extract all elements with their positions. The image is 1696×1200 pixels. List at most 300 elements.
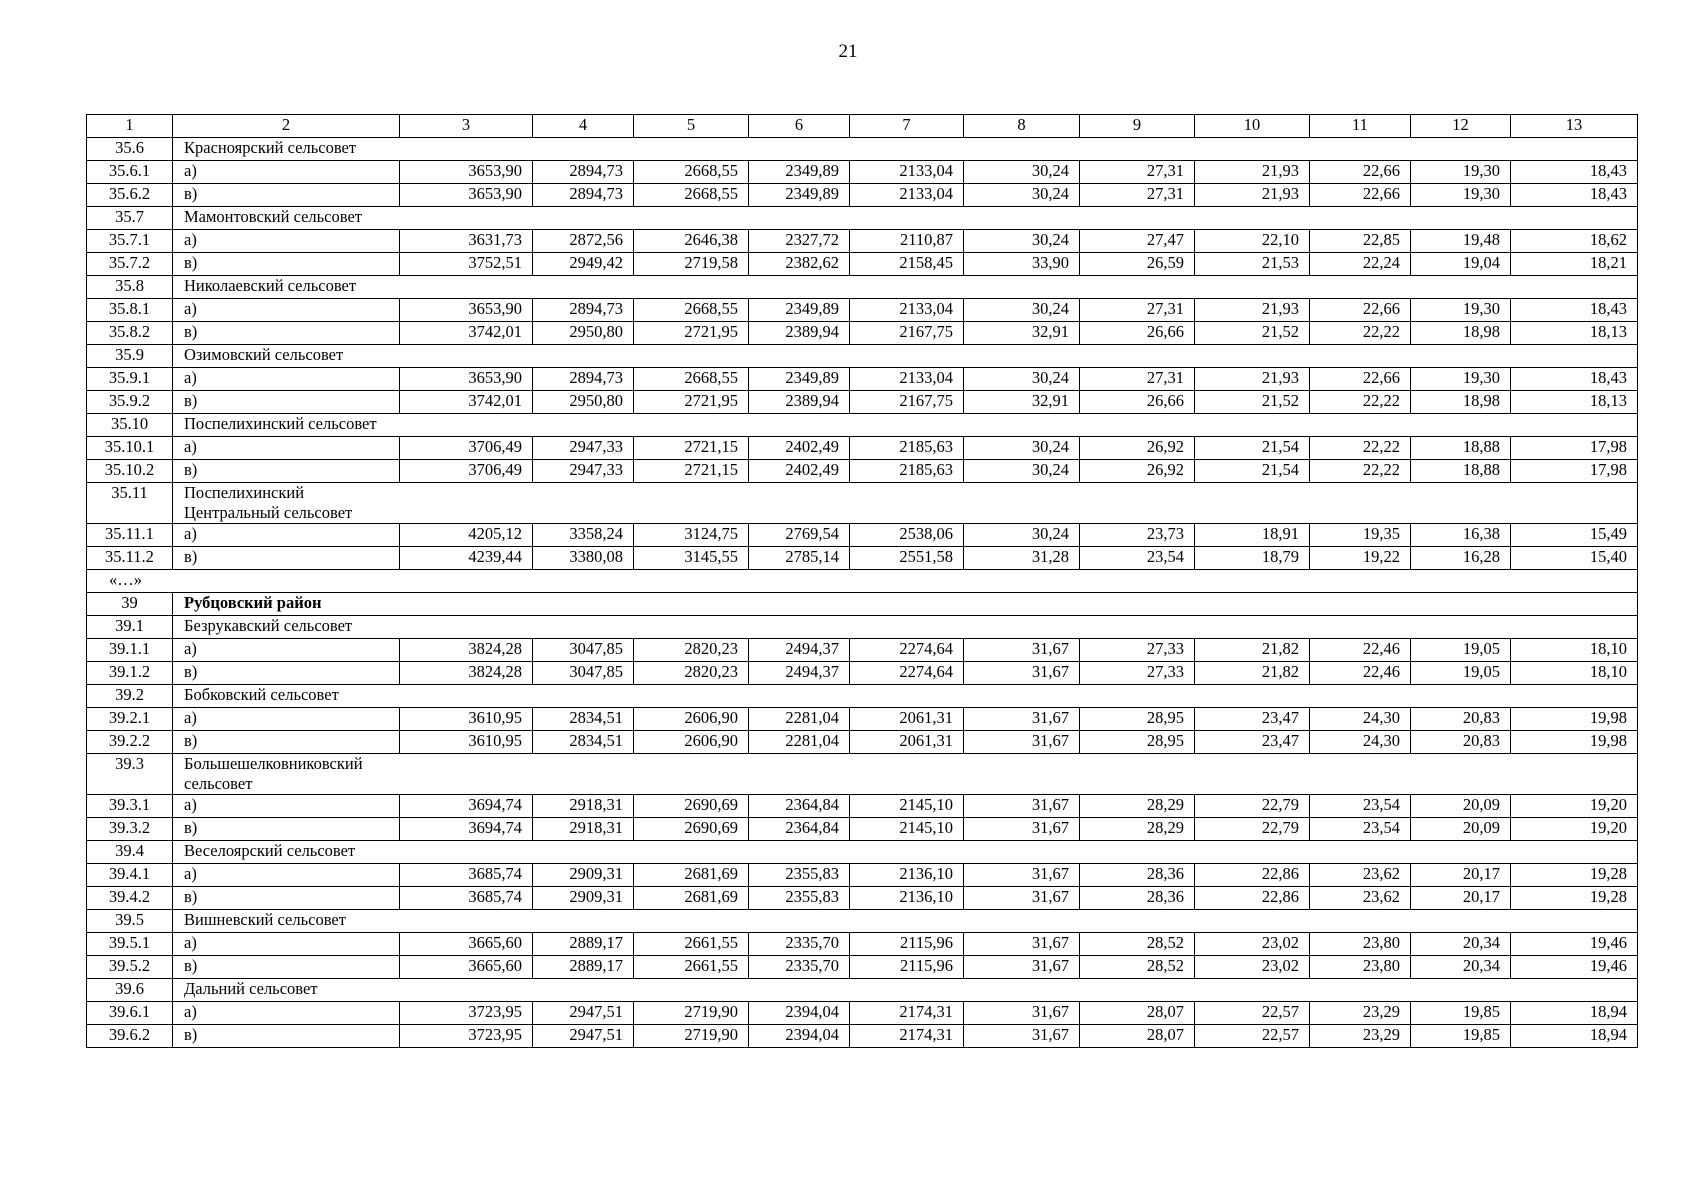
value-cell: 19,85	[1411, 1002, 1511, 1025]
value-cell: 2174,31	[850, 1002, 964, 1025]
value-cell: 19,05	[1411, 662, 1511, 685]
row-label: а)	[173, 230, 400, 253]
row-code: 39	[87, 593, 173, 616]
value-cell: 3047,85	[533, 639, 634, 662]
value-cell: 28,95	[1080, 708, 1195, 731]
section-row	[87, 207, 1638, 230]
column-header: 10	[1195, 115, 1310, 138]
value-cell: 23,80	[1310, 956, 1411, 979]
value-cell: 2918,31	[533, 795, 634, 818]
value-cell: 28,52	[1080, 956, 1195, 979]
value-cell: 2402,49	[749, 437, 850, 460]
value-cell: 3124,75	[634, 524, 749, 547]
value-cell: 2646,38	[634, 230, 749, 253]
row-code: 39.3.1	[87, 795, 173, 818]
value-cell: 2947,51	[533, 1025, 634, 1048]
value-cell: 2606,90	[634, 708, 749, 731]
value-cell: 30,24	[964, 437, 1080, 460]
value-cell: 22,66	[1310, 184, 1411, 207]
value-cell: 19,35	[1310, 524, 1411, 547]
value-cell: 2389,94	[749, 322, 850, 345]
value-cell: 2145,10	[850, 818, 964, 841]
section-name	[173, 483, 1638, 524]
value-cell: 2402,49	[749, 460, 850, 483]
value-cell: 28,29	[1080, 795, 1195, 818]
value-cell: 23,62	[1310, 887, 1411, 910]
value-cell: 3685,74	[400, 864, 533, 887]
value-cell: 18,88	[1411, 437, 1511, 460]
value-cell: 31,67	[964, 933, 1080, 956]
section-row	[87, 979, 1638, 1002]
value-cell: 15,40	[1511, 547, 1638, 570]
value-cell: 18,10	[1511, 639, 1638, 662]
row-code: 35.8.1	[87, 299, 173, 322]
value-cell: 2133,04	[850, 161, 964, 184]
value-cell: 2894,73	[533, 299, 634, 322]
column-header: 9	[1080, 115, 1195, 138]
value-cell: 18,62	[1511, 230, 1638, 253]
value-cell: 2281,04	[749, 708, 850, 731]
row-label: а)	[173, 864, 400, 887]
row-code: 39.1	[87, 616, 173, 639]
row-code: 39.5.1	[87, 933, 173, 956]
value-cell: 3723,95	[400, 1025, 533, 1048]
value-cell: 2167,75	[850, 391, 964, 414]
value-cell: 2950,80	[533, 322, 634, 345]
value-cell: 2394,04	[749, 1002, 850, 1025]
value-cell: 2174,31	[850, 1025, 964, 1048]
value-cell: 18,21	[1511, 253, 1638, 276]
value-cell: 18,43	[1511, 161, 1638, 184]
row-label: а)	[173, 299, 400, 322]
row-label: а)	[173, 368, 400, 391]
column-header: 11	[1310, 115, 1411, 138]
value-cell: 27,33	[1080, 639, 1195, 662]
value-cell: 2668,55	[634, 161, 749, 184]
value-cell: 2185,63	[850, 437, 964, 460]
value-cell: 21,54	[1195, 437, 1310, 460]
value-cell: 22,10	[1195, 230, 1310, 253]
district-name: Рубцовский район	[173, 593, 1638, 616]
value-cell: 19,20	[1511, 795, 1638, 818]
value-cell: 2185,63	[850, 460, 964, 483]
value-cell: 2721,95	[634, 391, 749, 414]
value-cell: 21,93	[1195, 161, 1310, 184]
value-cell: 22,46	[1310, 639, 1411, 662]
value-cell: 32,91	[964, 322, 1080, 345]
row-label: в)	[173, 322, 400, 345]
value-cell: 20,09	[1411, 818, 1511, 841]
district-row	[87, 593, 1638, 616]
section-name: Николаевский сельсовет	[173, 276, 1638, 299]
value-cell: 26,92	[1080, 460, 1195, 483]
value-cell: 2355,83	[749, 887, 850, 910]
value-cell: 2133,04	[850, 184, 964, 207]
value-cell: 2894,73	[533, 161, 634, 184]
table-row	[87, 230, 1638, 253]
value-cell: 18,13	[1511, 391, 1638, 414]
value-cell: 24,30	[1310, 708, 1411, 731]
value-cell: 2133,04	[850, 299, 964, 322]
row-code: 35.7.2	[87, 253, 173, 276]
row-label: а)	[173, 161, 400, 184]
value-cell: 31,67	[964, 662, 1080, 685]
table-row	[87, 1025, 1638, 1048]
value-cell: 3723,95	[400, 1002, 533, 1025]
value-cell: 4239,44	[400, 547, 533, 570]
value-cell: 2538,06	[850, 524, 964, 547]
value-cell: 18,94	[1511, 1025, 1638, 1048]
value-cell: 2721,95	[634, 322, 749, 345]
table-row	[87, 547, 1638, 570]
value-cell: 20,17	[1411, 864, 1511, 887]
table-row	[87, 299, 1638, 322]
value-cell: 22,66	[1310, 161, 1411, 184]
value-cell: 28,36	[1080, 887, 1195, 910]
value-cell: 23,62	[1310, 864, 1411, 887]
value-cell: 31,67	[964, 731, 1080, 754]
value-cell: 30,24	[964, 184, 1080, 207]
value-cell: 22,22	[1310, 322, 1411, 345]
value-cell: 26,66	[1080, 391, 1195, 414]
value-cell: 19,46	[1511, 956, 1638, 979]
row-code: 35.11.2	[87, 547, 173, 570]
value-cell: 2136,10	[850, 887, 964, 910]
row-code: 39.4	[87, 841, 173, 864]
value-cell: 22,22	[1310, 437, 1411, 460]
table-row	[87, 795, 1638, 818]
value-cell: 2820,23	[634, 639, 749, 662]
column-header: 3	[400, 115, 533, 138]
value-cell: 23,47	[1195, 731, 1310, 754]
value-cell: 20,83	[1411, 708, 1511, 731]
value-cell: 19,30	[1411, 368, 1511, 391]
value-cell: 31,67	[964, 1002, 1080, 1025]
value-cell: 18,98	[1411, 391, 1511, 414]
row-label: в)	[173, 956, 400, 979]
value-cell: 2947,33	[533, 460, 634, 483]
section-name-text: Большешелковниковский сельсовет	[184, 754, 363, 793]
value-cell: 2668,55	[634, 184, 749, 207]
row-code: 39.6.1	[87, 1002, 173, 1025]
section-name: Красноярский сельсовет	[173, 138, 1638, 161]
section-name-text: Поспелихинский сельсовет	[184, 414, 377, 433]
value-cell: 2894,73	[533, 368, 634, 391]
row-code: 39.4.1	[87, 864, 173, 887]
value-cell: 27,31	[1080, 368, 1195, 391]
value-cell: 30,24	[964, 299, 1080, 322]
value-cell: 3752,51	[400, 253, 533, 276]
column-header: 7	[850, 115, 964, 138]
value-cell: 19,98	[1511, 708, 1638, 731]
value-cell: 23,02	[1195, 956, 1310, 979]
section-name: Озимовский сельсовет	[173, 345, 1638, 368]
value-cell: 2274,64	[850, 662, 964, 685]
value-cell: 27,31	[1080, 184, 1195, 207]
value-cell: 18,98	[1411, 322, 1511, 345]
value-cell: 16,28	[1411, 547, 1511, 570]
value-cell: 2785,14	[749, 547, 850, 570]
value-cell: 2349,89	[749, 184, 850, 207]
value-cell: 22,66	[1310, 299, 1411, 322]
value-cell: 22,22	[1310, 391, 1411, 414]
row-code: 39.1.1	[87, 639, 173, 662]
value-cell: 2389,94	[749, 391, 850, 414]
row-code: 39.5.2	[87, 956, 173, 979]
table-row	[87, 639, 1638, 662]
row-label: в)	[173, 253, 400, 276]
value-cell: 17,98	[1511, 460, 1638, 483]
value-cell: 24,30	[1310, 731, 1411, 754]
value-cell: 30,24	[964, 524, 1080, 547]
value-cell: 2947,51	[533, 1002, 634, 1025]
section-row	[87, 616, 1638, 639]
value-cell: 22,57	[1195, 1002, 1310, 1025]
value-cell: 2167,75	[850, 322, 964, 345]
value-cell: 20,34	[1411, 956, 1511, 979]
section-row	[87, 754, 1638, 795]
value-cell: 21,52	[1195, 391, 1310, 414]
section-name	[173, 414, 1638, 437]
value-cell: 2719,58	[634, 253, 749, 276]
value-cell: 19,85	[1411, 1025, 1511, 1048]
row-code: 39.6	[87, 979, 173, 1002]
value-cell: 2769,54	[749, 524, 850, 547]
column-header: 6	[749, 115, 850, 138]
row-code: 35.7.1	[87, 230, 173, 253]
value-cell: 3665,60	[400, 933, 533, 956]
section-name: Безрукавский сельсовет	[173, 616, 1638, 639]
value-cell: 2349,89	[749, 299, 850, 322]
value-cell: 2394,04	[749, 1025, 850, 1048]
row-label: в)	[173, 662, 400, 685]
value-cell: 2145,10	[850, 795, 964, 818]
value-cell: 31,28	[964, 547, 1080, 570]
value-cell: 2909,31	[533, 887, 634, 910]
row-label: а)	[173, 524, 400, 547]
table-row	[87, 368, 1638, 391]
section-name: Мамонтовский сельсовет	[173, 207, 1638, 230]
value-cell: 3610,95	[400, 731, 533, 754]
value-cell: 3653,90	[400, 368, 533, 391]
value-cell: 19,04	[1411, 253, 1511, 276]
value-cell: 23,02	[1195, 933, 1310, 956]
section-row	[87, 685, 1638, 708]
row-label: а)	[173, 795, 400, 818]
row-label: а)	[173, 1002, 400, 1025]
section-row	[87, 841, 1638, 864]
value-cell: 19,46	[1511, 933, 1638, 956]
value-cell: 2606,90	[634, 731, 749, 754]
value-cell: 22,79	[1195, 818, 1310, 841]
value-cell: 2918,31	[533, 818, 634, 841]
value-cell: 2681,69	[634, 887, 749, 910]
row-code: 39.5	[87, 910, 173, 933]
value-cell: 19,30	[1411, 184, 1511, 207]
value-cell: 2494,37	[749, 639, 850, 662]
table-row	[87, 731, 1638, 754]
value-cell: 2668,55	[634, 368, 749, 391]
row-code: 35.11.1	[87, 524, 173, 547]
value-cell: 30,24	[964, 460, 1080, 483]
row-code: 35.11	[87, 483, 173, 524]
value-cell: 3706,49	[400, 437, 533, 460]
value-cell: 2136,10	[850, 864, 964, 887]
row-label: в)	[173, 887, 400, 910]
table-row	[87, 391, 1638, 414]
value-cell: 18,43	[1511, 184, 1638, 207]
value-cell: 18,43	[1511, 299, 1638, 322]
value-cell: 23,54	[1310, 818, 1411, 841]
column-header: 8	[964, 115, 1080, 138]
value-cell: 21,93	[1195, 299, 1310, 322]
row-code: 39.3	[87, 754, 173, 795]
value-cell: 2364,84	[749, 818, 850, 841]
value-cell: 31,67	[964, 639, 1080, 662]
value-cell: 2950,80	[533, 391, 634, 414]
value-cell: 20,83	[1411, 731, 1511, 754]
value-cell: 3694,74	[400, 818, 533, 841]
value-cell: 32,91	[964, 391, 1080, 414]
value-cell: 15,49	[1511, 524, 1638, 547]
table-row	[87, 818, 1638, 841]
row-label: в)	[173, 1025, 400, 1048]
value-cell: 3631,73	[400, 230, 533, 253]
row-label: а)	[173, 639, 400, 662]
value-cell: 22,86	[1195, 864, 1310, 887]
value-cell: 28,07	[1080, 1025, 1195, 1048]
value-cell: 2349,89	[749, 161, 850, 184]
value-cell: 22,46	[1310, 662, 1411, 685]
value-cell: 2115,96	[850, 933, 964, 956]
value-cell: 28,36	[1080, 864, 1195, 887]
value-cell: 27,31	[1080, 161, 1195, 184]
tariff-table	[86, 114, 1638, 1048]
value-cell: 31,67	[964, 887, 1080, 910]
value-cell: 2115,96	[850, 956, 964, 979]
value-cell: 2820,23	[634, 662, 749, 685]
row-code: 35.10	[87, 414, 173, 437]
value-cell: 2349,89	[749, 368, 850, 391]
row-code: 35.10.2	[87, 460, 173, 483]
row-code: 39.1.2	[87, 662, 173, 685]
section-name: Вишневский сельсовет	[173, 910, 1638, 933]
value-cell: 30,24	[964, 161, 1080, 184]
value-cell: 19,28	[1511, 864, 1638, 887]
row-label: а)	[173, 708, 400, 731]
value-cell: 26,59	[1080, 253, 1195, 276]
value-cell: 17,98	[1511, 437, 1638, 460]
row-code: 35.7	[87, 207, 173, 230]
value-cell: 2834,51	[533, 731, 634, 754]
section-row	[87, 345, 1638, 368]
page-number: 21	[838, 41, 858, 62]
row-code: 39.4.2	[87, 887, 173, 910]
value-cell: 19,98	[1511, 731, 1638, 754]
value-cell: 23,54	[1080, 547, 1195, 570]
value-cell: 2335,70	[749, 956, 850, 979]
value-cell: 22,22	[1310, 460, 1411, 483]
value-cell: 3380,08	[533, 547, 634, 570]
row-code: 35.9.2	[87, 391, 173, 414]
section-row	[87, 910, 1638, 933]
value-cell: 3694,74	[400, 795, 533, 818]
column-header: 4	[533, 115, 634, 138]
value-cell: 3358,24	[533, 524, 634, 547]
value-cell: 27,47	[1080, 230, 1195, 253]
value-cell: 2894,73	[533, 184, 634, 207]
table-row	[87, 524, 1638, 547]
row-code: 39.2	[87, 685, 173, 708]
section-row	[87, 276, 1638, 299]
value-cell: 3665,60	[400, 956, 533, 979]
section-row	[87, 414, 1638, 437]
value-cell: 19,22	[1310, 547, 1411, 570]
value-cell: 3824,28	[400, 639, 533, 662]
row-code: 35.9	[87, 345, 173, 368]
value-cell: 28,07	[1080, 1002, 1195, 1025]
row-label: в)	[173, 184, 400, 207]
value-cell: 3653,90	[400, 161, 533, 184]
value-cell: 23,73	[1080, 524, 1195, 547]
value-cell: 18,43	[1511, 368, 1638, 391]
value-cell: 23,54	[1310, 795, 1411, 818]
value-cell: 19,30	[1411, 299, 1511, 322]
value-cell: 31,67	[964, 708, 1080, 731]
value-cell: 2281,04	[749, 731, 850, 754]
value-cell: 2494,37	[749, 662, 850, 685]
value-cell: 20,09	[1411, 795, 1511, 818]
table-row	[87, 161, 1638, 184]
table-row	[87, 253, 1638, 276]
value-cell: 22,86	[1195, 887, 1310, 910]
value-cell: 2061,31	[850, 731, 964, 754]
value-cell: 27,33	[1080, 662, 1195, 685]
row-label: в)	[173, 460, 400, 483]
table-row	[87, 864, 1638, 887]
value-cell: 16,38	[1411, 524, 1511, 547]
value-cell: 2721,15	[634, 437, 749, 460]
value-cell: 22,79	[1195, 795, 1310, 818]
omission-marker: «…»	[87, 570, 1638, 593]
table-row	[87, 662, 1638, 685]
value-cell: 18,10	[1511, 662, 1638, 685]
section-row	[87, 138, 1638, 161]
value-cell: 4205,12	[400, 524, 533, 547]
column-header: 2	[173, 115, 400, 138]
value-cell: 3610,95	[400, 708, 533, 731]
value-cell: 23,29	[1310, 1025, 1411, 1048]
value-cell: 31,67	[964, 1025, 1080, 1048]
table-row	[87, 933, 1638, 956]
value-cell: 2889,17	[533, 933, 634, 956]
section-name: Веселоярский сельсовет	[173, 841, 1638, 864]
value-cell: 2719,90	[634, 1025, 749, 1048]
row-label: а)	[173, 933, 400, 956]
section-name: Бобковский сельсовет	[173, 685, 1638, 708]
row-code: 35.9.1	[87, 368, 173, 391]
value-cell: 2364,84	[749, 795, 850, 818]
table-body	[87, 115, 1638, 1048]
value-cell: 28,29	[1080, 818, 1195, 841]
value-cell: 2335,70	[749, 933, 850, 956]
table-row	[87, 1002, 1638, 1025]
value-cell: 2661,55	[634, 956, 749, 979]
table-row	[87, 460, 1638, 483]
value-cell: 30,24	[964, 368, 1080, 391]
value-cell: 2668,55	[634, 299, 749, 322]
value-cell: 2355,83	[749, 864, 850, 887]
